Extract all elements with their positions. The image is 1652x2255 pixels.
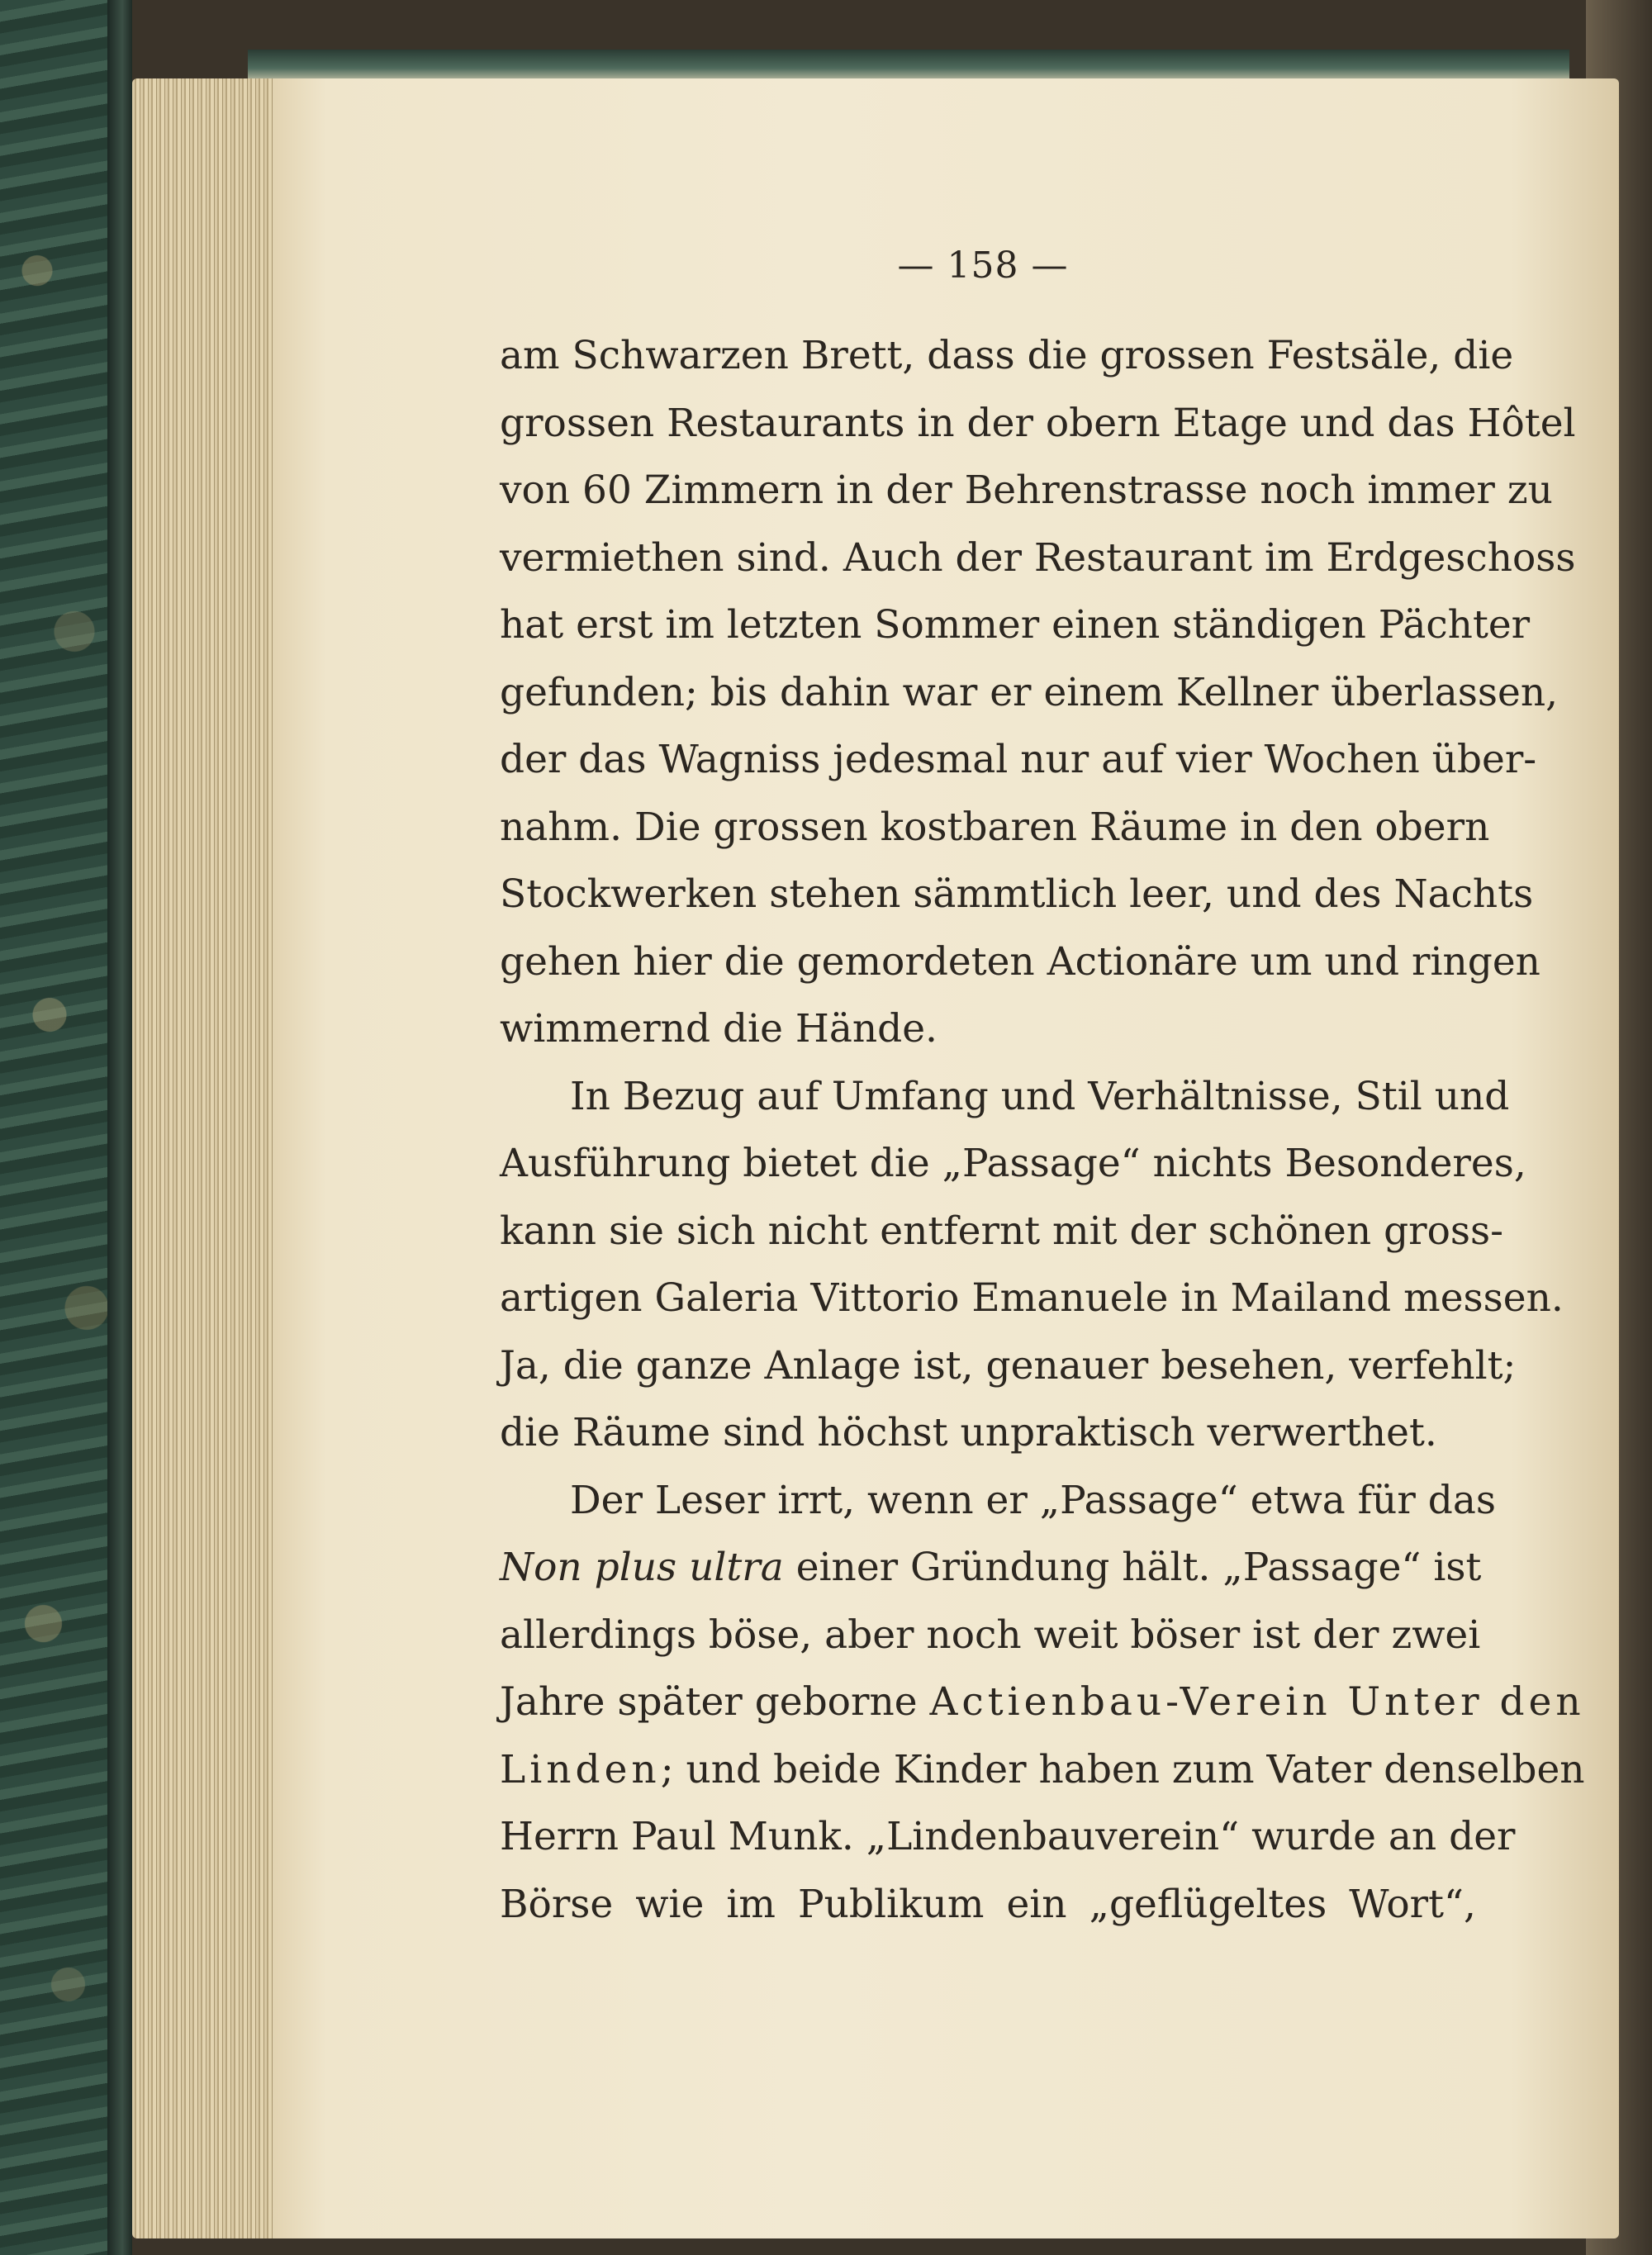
body-text xyxy=(500,322,1585,1938)
text-line xyxy=(500,1198,1504,1265)
line-text: am Schwarzen Brett, dass die grossen Festsäle, die xyxy=(500,333,1514,378)
text-line xyxy=(500,995,1476,1063)
text-line xyxy=(500,1332,1517,1400)
line-text: nahm. Die grossen kostbaren Räume in den obern xyxy=(500,804,1490,850)
text-line xyxy=(500,1534,1482,1602)
text-line xyxy=(500,726,1537,794)
line-text: grossen Restaurants in der obern Etage und das Hôtel xyxy=(500,400,1576,446)
line-text: einer Gründung hält. „Passage“ ist xyxy=(783,1545,1482,1590)
line-text: gefunden; bis dahin war er einem Kellner überlassen, xyxy=(500,669,1559,715)
page-edges-stack xyxy=(132,78,277,2238)
line-text: von 60 Zimmern in der Behrenstrasse noch immer zu xyxy=(500,468,1553,513)
line-text: ; und beide Kinder haben zum Vater denselben xyxy=(660,1746,1585,1792)
text-line xyxy=(500,525,1576,592)
text-line xyxy=(500,1467,1496,1535)
line-text: Stockwerken stehen sämmtlich leer, und des Nachts xyxy=(500,871,1534,917)
text-line xyxy=(500,1871,1476,1939)
text-line xyxy=(500,794,1490,862)
italic-phrase: Non plus ultra xyxy=(500,1545,784,1590)
line-text: allerdings böse, aber noch weit böser ist der zwei xyxy=(500,1612,1481,1658)
line-text: Der Leser irrt, wenn er „Passage“ etwa für das xyxy=(570,1477,1496,1523)
text-line xyxy=(500,1602,1481,1669)
text-line xyxy=(500,1736,1585,1804)
text-line xyxy=(500,1669,1585,1736)
text-line xyxy=(500,861,1534,928)
book-spine-edge xyxy=(107,0,132,2255)
line-text: In Bezug auf Umfang und Verhältnisse, Stil und xyxy=(570,1073,1510,1119)
text-line xyxy=(500,928,1540,996)
text-line xyxy=(500,591,1531,659)
line-text: Jahre später geborne xyxy=(500,1679,930,1725)
line-text: hat erst im letzten Sommer einen ständigen Pächter xyxy=(500,602,1531,648)
line-text: die Räume sind höchst unpraktisch verwerthet. xyxy=(500,1410,1437,1455)
text-line xyxy=(500,1130,1526,1198)
text-line xyxy=(500,1265,1564,1332)
text-line xyxy=(500,390,1576,458)
line-text: gehen hier die gemordeten Actionäre um und ringen xyxy=(500,938,1540,985)
line-text: vermiethen sind. Auch der Restaurant im Erdgeschoss xyxy=(500,534,1576,581)
text-line xyxy=(500,1063,1510,1131)
line-text: wimmernd die Hände. xyxy=(500,1006,938,1052)
line-text: Herrn Paul Munk. „Lindenbauverein“ wurde an der xyxy=(500,1814,1516,1859)
line-text: der das Wagniss jedesmal nur auf vier Wochen über- xyxy=(500,737,1537,782)
text-line xyxy=(500,1803,1516,1871)
page-number: — 158 — xyxy=(897,244,1069,287)
line-text: Ausführung bietet die „Passage“ nichts Besonderes, xyxy=(500,1141,1526,1186)
line-text: Börse wie im Publikum ein „geflügeltes Wort“, xyxy=(500,1881,1476,1927)
text-line xyxy=(500,322,1514,390)
spaced-phrase: Actienbau-Verein Unter den xyxy=(929,1679,1585,1725)
line-text: Ja, die ganze Anlage ist, genauer besehen, verfehlt; xyxy=(500,1342,1517,1389)
spaced-phrase: Linden xyxy=(500,1746,661,1792)
text-line xyxy=(500,457,1553,525)
line-text: artigen Galeria Vittorio Emanuele in Mailand messen. xyxy=(500,1275,1564,1321)
text-line xyxy=(500,1399,1476,1467)
marbled-cover-board xyxy=(0,0,124,2255)
text-line xyxy=(500,659,1559,727)
line-text: kann sie sich nicht entfernt mit der schönen gross- xyxy=(500,1208,1504,1254)
